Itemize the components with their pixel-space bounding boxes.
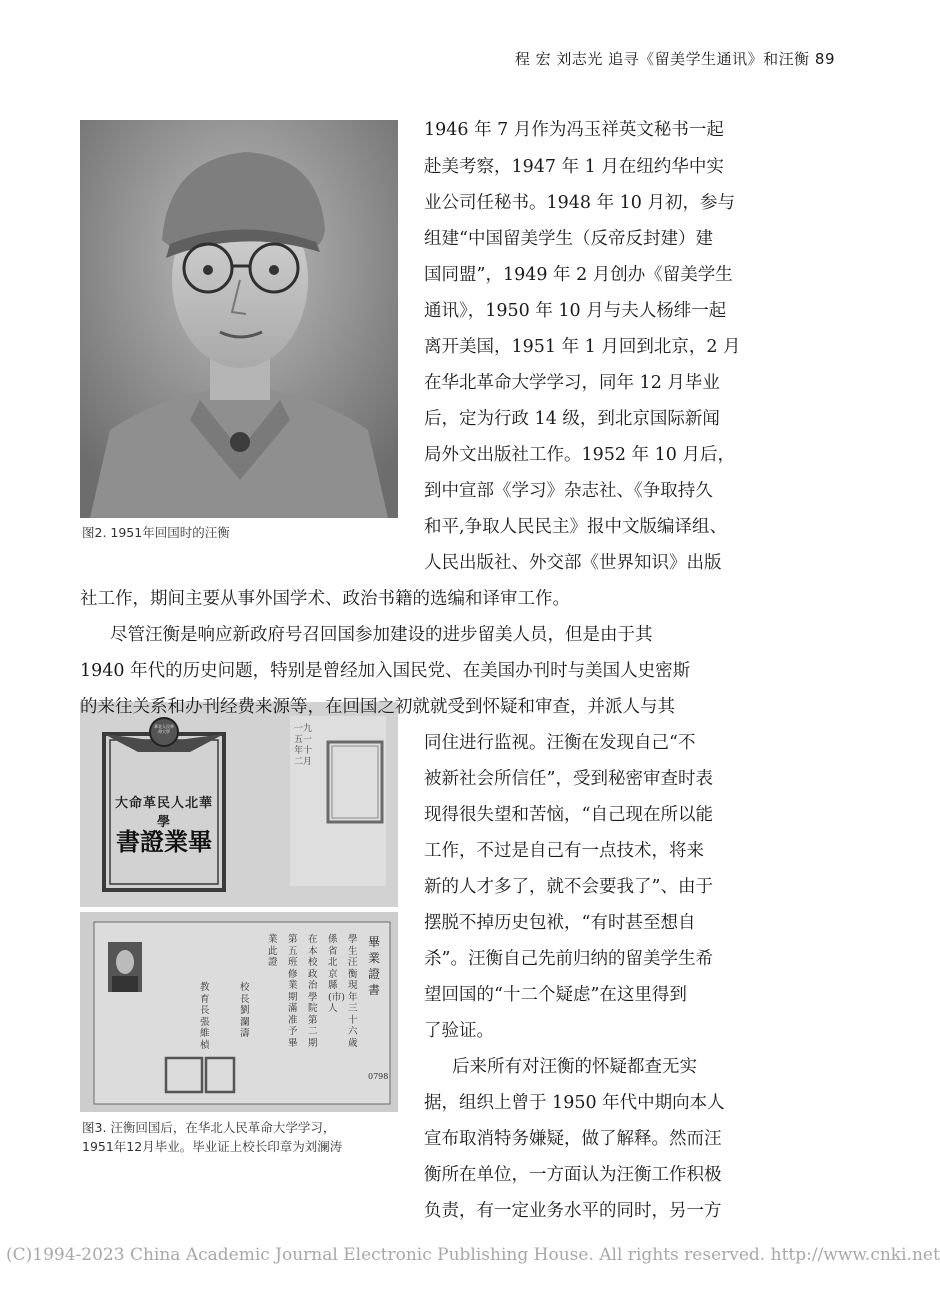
text-line: 赴美考察，1947 年 1 月在纽约华中实 [424,157,724,177]
text-line: 社工作，期间主要从事外国学术、政治书籍的选编和译审工作。 [80,589,570,609]
cert-col3: 在本校 政治學院 第 二 期 [308,934,318,1049]
text-line: 1946 年 7 月作为冯玉祥英文秘书一起 [424,120,724,140]
text-line: 据，组织上曾于 1950 年代中期向本人 [424,1093,725,1113]
copyright-watermark: (C)1994-2023 China Academic Journal Electronic Publishing House. All rights reserved. http://www.cnki.net [6,1245,940,1265]
text-line: 杀”。汪衡自己先前归纳的留美学生希 [424,949,713,969]
text-line: 局外文出版社工作。1952 年 10 月后， [424,445,735,465]
figure-3-caption-line1: 图3. 汪衡回国后，在华北人民革命大学学习， [82,1120,336,1135]
text-line: 望回国的“十二个疑虑”在这里得到 [424,985,687,1005]
text-line: 到中宣部《学习》杂志社、《争取持久 [424,481,713,501]
cert-title: 畢業證書 [368,935,381,997]
text-line: 国同盟”，1949 年 2 月创办《留美学生 [424,265,733,285]
cover-title-top: 華北人民革命大學 [114,796,213,830]
cover-badge: 華北人民革命大學 [154,724,174,734]
cert-col6: 校 長 劉瀾濤 [240,982,250,1039]
cert-col7: 教育長 張維楨 [200,982,210,1051]
text-line: 同住进行监视。汪衡在发现自己“不 [424,733,696,753]
text-line: 摆脱不掉历史包袱，“有时甚至想自 [424,913,696,933]
figure-2 [80,120,398,545]
text-line: 了验证。 [424,1021,494,1041]
cert-col5: 業此證 [268,934,278,968]
figure-3 [80,702,398,1157]
cover-date: 一九五一年十二月 [294,724,313,767]
text-line: 在华北革命大学学习，同年 12 月毕业 [424,373,720,393]
text-line: 1940 年代的历史问题，特别是曾经加入国民党、在美国办刊时与美国人史密斯 [80,661,691,681]
portrait-photo [80,120,398,518]
text-line: 的来往关系和办刊经费来源等，在回国之初就就受到怀疑和审查，并派人与其 [80,697,675,717]
cert-col4: 第 五 班修業期滿准予畢 [288,934,298,1049]
text-line: 工作，不过是自己有一点技术，将来 [424,841,704,861]
text-line: 离开美国，1951 年 1 月回到北京，2 月 [424,337,741,357]
text-line: 组建“中国留美学生（反帝反封建）建 [424,229,713,249]
text-line: 通讯》，1950 年 10 月与夫人杨绯一起 [424,301,727,321]
cert-col1: 學生 汪衡 現年 三十六 歲 [348,934,358,1049]
text-line: 现得很失望和苦恼，“自己现在所以能 [424,805,713,825]
cover-title-main: 畢業證書 [116,827,212,856]
cert-col2: 係 省 北京 縣(市)人 [328,934,345,1014]
text-line: 和平,争取人民民主》报中文版编译组、 [424,517,728,537]
text-line: 衡所在单位，一方面认为汪衡工作积极 [424,1165,722,1185]
text-line: 宣布取消特务嫌疑，做了解释。然而汪 [424,1129,722,1149]
text-line: 尽管汪衡是响应新政府号召回国参加建设的进步留美人员，但是由于其 [110,625,653,645]
text-line: 业公司任秘书。1948 年 10 月初，参与 [424,193,735,213]
certificate-cover [80,702,398,907]
text-line: 后，定为行政 14 级，到北京国际新闻 [424,409,720,429]
text-line: 负责，有一定业务水平的同时，另一方 [424,1201,722,1221]
cert-number: 0798 [368,1072,389,1081]
text-line: 后来所有对汪衡的怀疑都查无实 [452,1057,697,1077]
running-header: 程 宏 刘志光 追寻《留美学生通讯》和汪衡 89 [514,50,835,68]
text-line: 被新社会所信任”，受到秘密审查时表 [424,769,713,789]
figure-3-caption-line2: 1951年12月毕业。毕业证上校长印章为刘澜涛 [82,1139,343,1154]
figure-2-caption: 图2. 1951年回国时的汪衡 [82,525,230,540]
text-line: 人民出版社、外交部《世界知识》出版 [424,553,722,573]
certificate-inner [80,912,398,1112]
text-line: 新的人才多了，就不会要我了”、由于 [424,877,713,897]
